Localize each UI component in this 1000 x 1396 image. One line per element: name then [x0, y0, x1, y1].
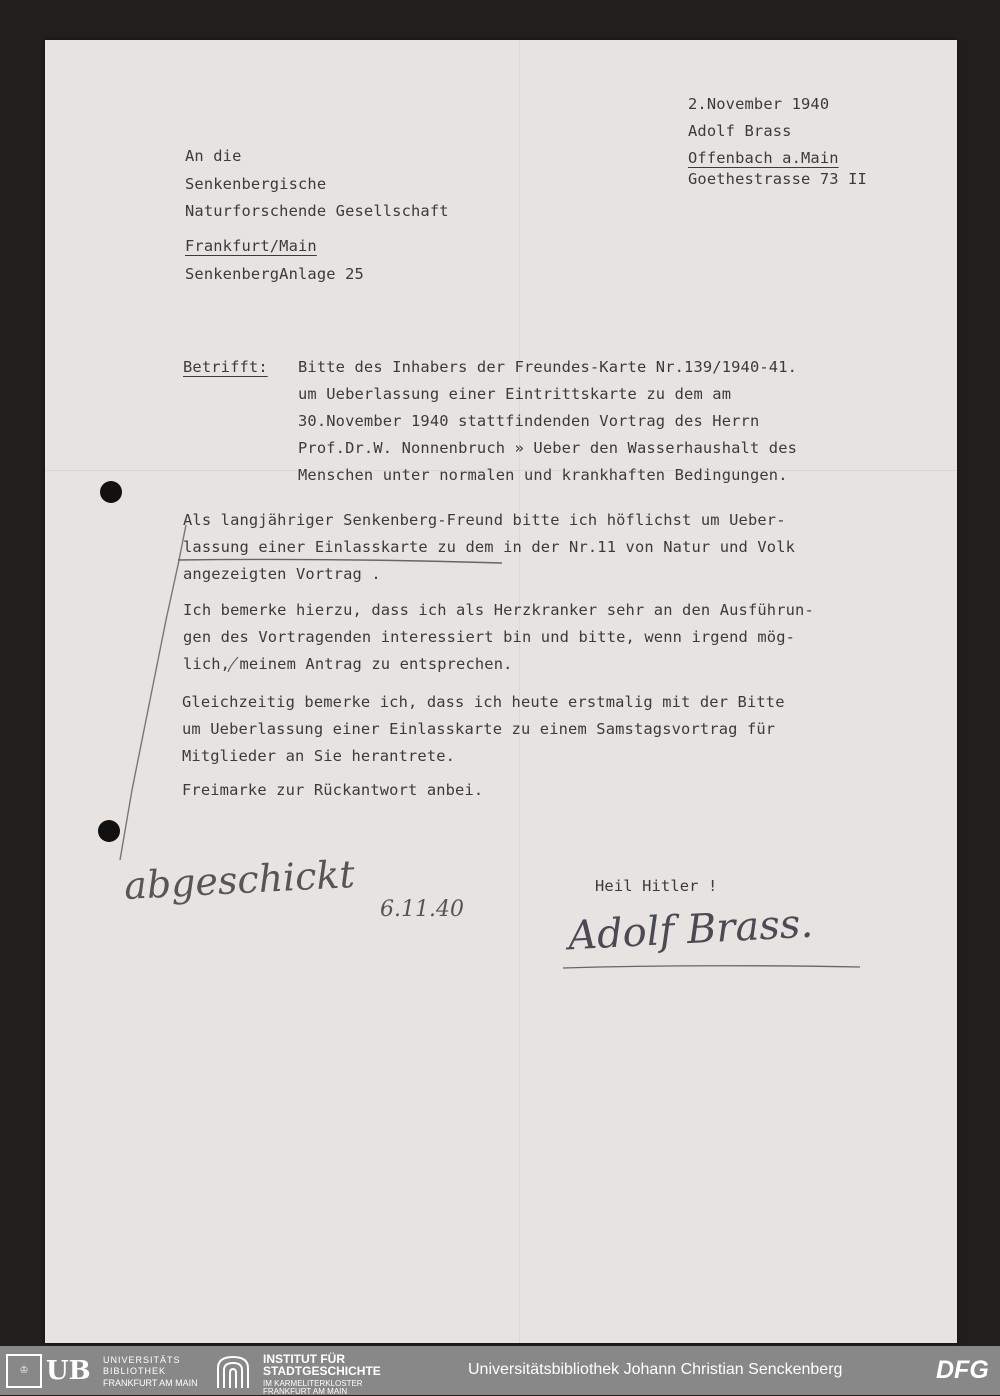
subject-line: um Ueberlassung einer Eintrittskarte zu dem am: [298, 385, 732, 403]
arch-icon: [215, 1354, 251, 1388]
recipient-street: SenkenbergAnlage 25: [185, 265, 364, 283]
ub-emblem-icon: ♔: [6, 1354, 42, 1388]
pencil-underline: [178, 559, 502, 563]
body-line: lich, meinem Antrag zu entsprechen.: [183, 655, 513, 673]
pencil-mark: [228, 657, 238, 672]
ub-line-1: UNIVERSITÄTS: [103, 1355, 181, 1365]
footer-bar: [0, 1346, 1000, 1395]
footer-library-name: Universitätsbibliothek Johann Christian Senckenberg: [468, 1361, 843, 1378]
letter-date: 2.November 1940: [688, 95, 830, 113]
closing-salutation: Heil Hitler !: [595, 877, 718, 895]
body-line: gen des Vortragenden interessiert bin und bitte, wenn irgend mög-: [183, 628, 796, 646]
recipient-line-1: An die: [185, 147, 242, 165]
isg-line-1: INSTITUT FÜR: [263, 1352, 345, 1366]
dfg-logo: DFG: [936, 1356, 989, 1384]
pencil-margin-stroke: [120, 525, 186, 860]
signature: Adolf Brass.: [566, 900, 815, 960]
recipient-line-2: Senkenbergische: [185, 175, 327, 193]
subject-line: 30.November 1940 stattfindenden Vortrag des Herrn: [298, 412, 760, 430]
ub-line-3: FRANKFURT AM MAIN: [103, 1378, 198, 1388]
body-line: Gleichzeitig bemerke ich, dass ich heute erstmalig mit der Bitte: [182, 693, 785, 711]
body-line: Ich bemerke hierzu, dass ich als Herzkranker sehr an den Ausführun-: [183, 601, 814, 619]
handwritten-date: 6.11.40: [380, 897, 464, 922]
body-line: lassung einer Einlasskarte zu dem in der Nr.11 von Natur und Volk: [183, 538, 796, 556]
ub-abbrev: UB: [46, 1356, 91, 1386]
subject-line: Bitte des Inhabers der Freundes-Karte Nr.139/1940-41.: [298, 358, 798, 376]
body-line: Mitglieder an Sie herantrete.: [182, 747, 456, 765]
ub-line-2: BIBLIOTHEK: [103, 1366, 167, 1376]
signature-underline: [563, 966, 860, 968]
sender-city: Offenbach a.Main: [688, 149, 839, 167]
isg-line-3: IM KARMELITERKLOSTER: [263, 1379, 363, 1388]
subject-line: Prof.Dr.W. Nonnenbruch » Ueber den Wasserhaushalt des: [298, 439, 798, 457]
ub-logo: [6, 1352, 202, 1390]
body-line: angezeigten Vortrag .: [183, 565, 381, 583]
isg-logo: [215, 1352, 415, 1396]
isg-line-4: FRANKFURT AM MAIN: [263, 1387, 348, 1396]
body-line: Als langjähriger Senkenberg-Freund bitte ich höflichst um Ueber-: [183, 511, 786, 529]
subject-line: Menschen unter normalen und krankhaften Bedingungen.: [298, 466, 788, 484]
handwritten-note: abgeschickt: [123, 851, 356, 909]
body-line: Freimarke zur Rückantwort anbei.: [182, 781, 484, 799]
body-line: um Ueberlassung einer Einlasskarte zu einem Samstagsvortrag für: [182, 720, 776, 738]
isg-line-2: STADTGESCHICHTE: [263, 1364, 381, 1378]
recipient-city: Frankfurt/Main: [185, 237, 317, 255]
subject-label: Betrifft:: [183, 358, 268, 376]
recipient-line-3: Naturforschende Gesellschaft: [185, 202, 449, 220]
sender-street: Goethestrasse 73 II: [688, 170, 867, 188]
sender-name: Adolf Brass: [688, 122, 792, 140]
